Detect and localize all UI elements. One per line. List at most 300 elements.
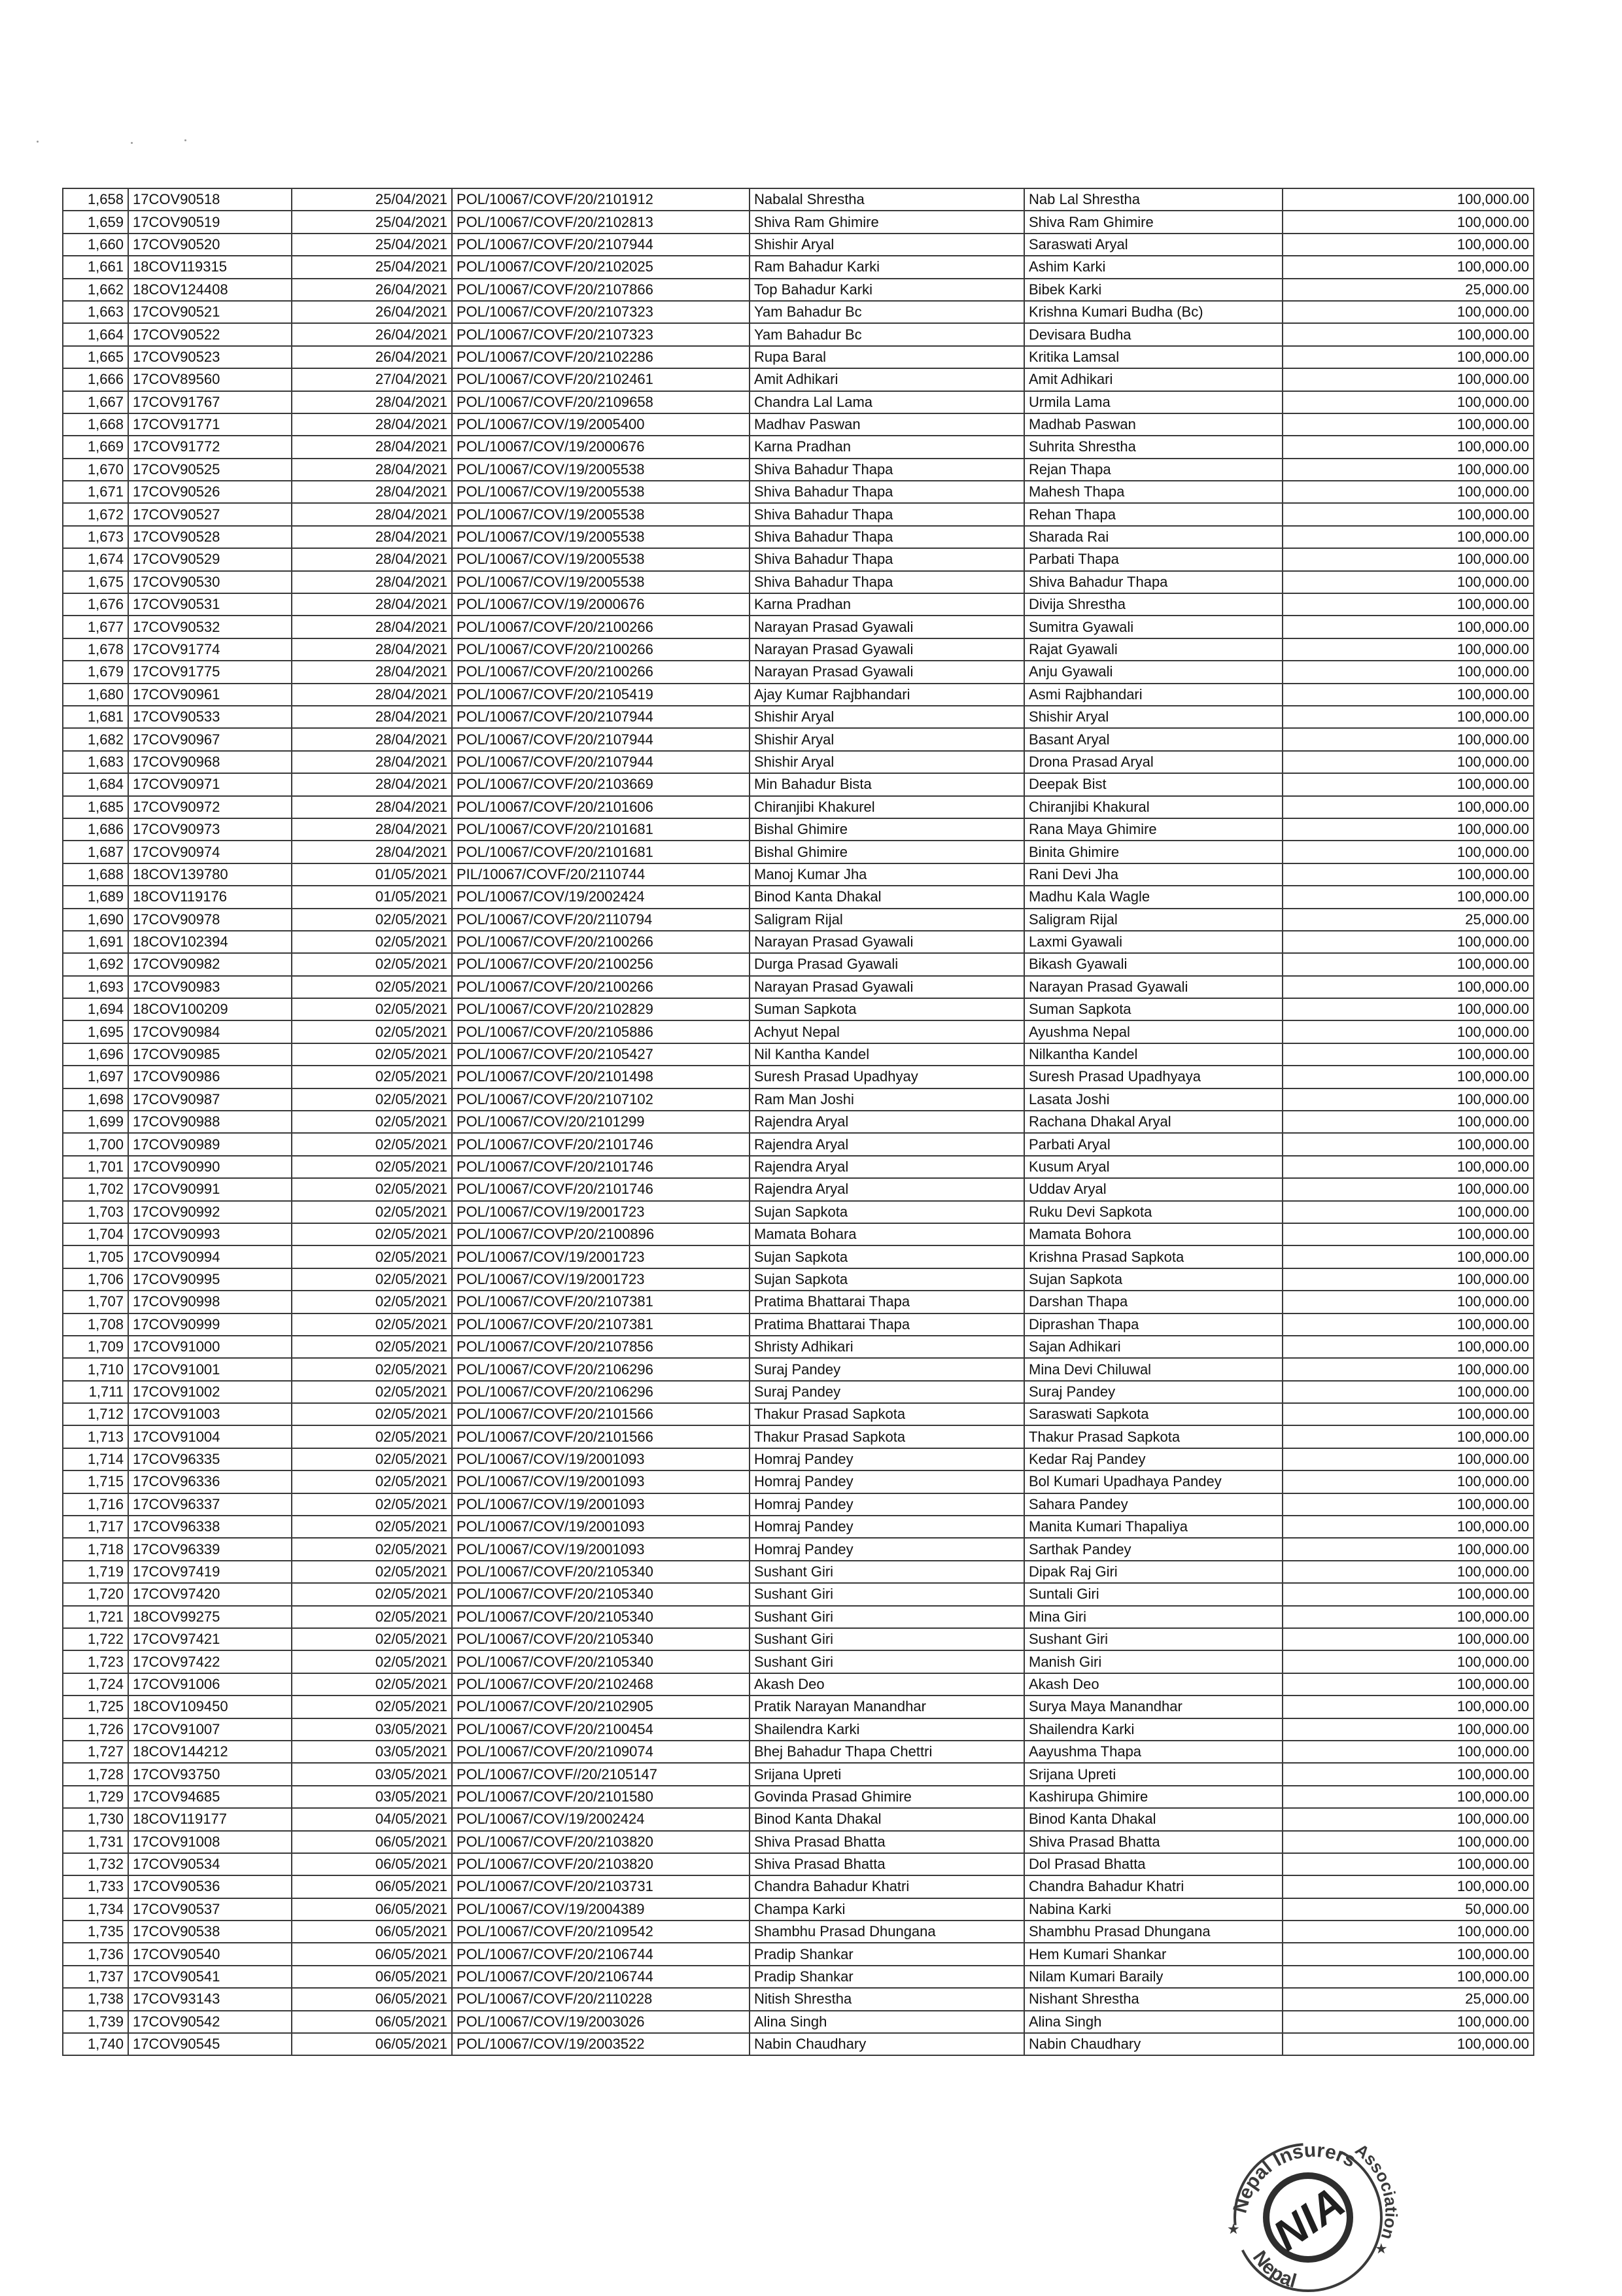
beneficiary-name-cell: Rajat Gyawali: [1024, 638, 1283, 661]
amount-cell: 100,000.00: [1283, 1561, 1534, 1583]
beneficiary-name-cell: Narayan Prasad Gyawali: [1024, 976, 1283, 998]
policy-no-cell: POL/10067/COVF/20/2100266: [452, 638, 750, 661]
claim-ref-cell: 17COV96338: [128, 1516, 292, 1538]
amount-cell: 100,000.00: [1283, 1403, 1534, 1425]
beneficiary-name-cell: Drona Prasad Aryal: [1024, 751, 1283, 773]
insured-name-cell: Yam Bahadur Bc: [750, 323, 1024, 345]
claim-ref-cell: 17COV90995: [128, 1268, 292, 1291]
policy-no-cell: POL/10067/COV/19/2005538: [452, 481, 750, 503]
date-cell: 02/05/2021: [292, 1020, 452, 1043]
table-row: [63, 436, 1534, 458]
table-row: [63, 841, 1534, 863]
insured-name-cell: Min Bahadur Bista: [750, 773, 1024, 795]
beneficiary-name-cell: Bibek Karki: [1024, 279, 1283, 301]
claim-ref-cell: 17COV90994: [128, 1245, 292, 1268]
date-cell: 25/04/2021: [292, 234, 452, 256]
table-row: [63, 2011, 1534, 2033]
insured-name-cell: Homraj Pandey: [750, 1516, 1024, 1538]
insured-name-cell: Shailendra Karki: [750, 1718, 1024, 1741]
date-cell: 02/05/2021: [292, 1493, 452, 1516]
claim-ref-cell: 17COV93750: [128, 1763, 292, 1785]
amount-cell: 100,000.00: [1283, 1020, 1534, 1043]
beneficiary-name-cell: Rehan Thapa: [1024, 503, 1283, 525]
claim-ref-cell: 17COV90992: [128, 1201, 292, 1223]
date-cell: 02/05/2021: [292, 1088, 452, 1111]
beneficiary-name-cell: Kritika Lamsal: [1024, 346, 1283, 368]
serial-no-cell: 1,731: [63, 1831, 128, 1853]
insured-name-cell: Nabalal Shrestha: [750, 188, 1024, 211]
amount-cell: 100,000.00: [1283, 1291, 1534, 1313]
insured-name-cell: Ajay Kumar Rajbhandari: [750, 684, 1024, 706]
table-row: [63, 323, 1534, 345]
table-row: [63, 818, 1534, 841]
serial-no-cell: 1,668: [63, 413, 128, 436]
amount-cell: 100,000.00: [1283, 616, 1534, 638]
beneficiary-name-cell: Parbati Thapa: [1024, 548, 1283, 570]
claim-ref-cell: 17COV90520: [128, 234, 292, 256]
policy-no-cell: POL/10067/COVF/20/2106296: [452, 1358, 750, 1380]
policy-no-cell: POL/10067/COVF/20/2107102: [452, 1088, 750, 1111]
amount-cell: 100,000.00: [1283, 1786, 1534, 1808]
amount-cell: 100,000.00: [1283, 368, 1534, 391]
insured-name-cell: Shiva Bahadur Thapa: [750, 548, 1024, 570]
policy-no-cell: POL/10067/COV/19/2005538: [452, 571, 750, 593]
date-cell: 02/05/2021: [292, 1448, 452, 1470]
serial-no-cell: 1,721: [63, 1606, 128, 1628]
insured-name-cell: Homraj Pandey: [750, 1470, 1024, 1493]
serial-no-cell: 1,663: [63, 301, 128, 323]
insured-name-cell: Bishal Ghimire: [750, 841, 1024, 863]
serial-no-cell: 1,709: [63, 1336, 128, 1358]
claim-ref-cell: 18COV144212: [128, 1741, 292, 1763]
serial-no-cell: 1,702: [63, 1178, 128, 1200]
policy-no-cell: POL/10067/COVF/20/2102286: [452, 346, 750, 368]
policy-no-cell: POL/10067/COVF/20/2101498: [452, 1066, 750, 1088]
date-cell: 06/05/2021: [292, 1898, 452, 1921]
table-row: [63, 188, 1534, 211]
insured-name-cell: Chandra Lal Lama: [750, 391, 1024, 413]
serial-no-cell: 1,674: [63, 548, 128, 570]
policy-no-cell: POL/10067/COVF/20/2100266: [452, 976, 750, 998]
table-row: [63, 1718, 1534, 1741]
amount-cell: 100,000.00: [1283, 1718, 1534, 1741]
amount-cell: 100,000.00: [1283, 1336, 1534, 1358]
claim-ref-cell: 17COV97420: [128, 1583, 292, 1605]
beneficiary-name-cell: Nabina Karki: [1024, 1898, 1283, 1921]
beneficiary-name-cell: Ruku Devi Sapkota: [1024, 1201, 1283, 1223]
beneficiary-name-cell: Devisara Budha: [1024, 323, 1283, 345]
date-cell: 03/05/2021: [292, 1718, 452, 1741]
amount-cell: 100,000.00: [1283, 1673, 1534, 1696]
policy-no-cell: POL/10067/COVF/20/2105427: [452, 1043, 750, 1066]
amount-cell: 100,000.00: [1283, 459, 1534, 481]
serial-no-cell: 1,724: [63, 1673, 128, 1696]
date-cell: 02/05/2021: [292, 1673, 452, 1696]
beneficiary-name-cell: Rachana Dhakal Aryal: [1024, 1111, 1283, 1133]
insured-name-cell: Nil Kantha Kandel: [750, 1043, 1024, 1066]
seal-center-text: NIA: [1264, 2177, 1353, 2260]
serial-no-cell: 1,683: [63, 751, 128, 773]
beneficiary-name-cell: Shiva Ram Ghimire: [1024, 211, 1283, 233]
table-row: [63, 1313, 1534, 1336]
amount-cell: 100,000.00: [1283, 548, 1534, 570]
table-row: [63, 1268, 1534, 1291]
insured-name-cell: Narayan Prasad Gyawali: [750, 976, 1024, 998]
beneficiary-name-cell: Urmila Lama: [1024, 391, 1283, 413]
claim-ref-cell: 17COV90991: [128, 1178, 292, 1200]
claim-ref-cell: 17COV90987: [128, 1088, 292, 1111]
table-row: [63, 1403, 1534, 1425]
insured-name-cell: Narayan Prasad Gyawali: [750, 661, 1024, 683]
beneficiary-name-cell: Sajan Adhikari: [1024, 1336, 1283, 1358]
beneficiary-name-cell: Chandra Bahadur Khatri: [1024, 1875, 1283, 1898]
claim-ref-cell: 17COV90522: [128, 323, 292, 345]
insured-name-cell: Sushant Giri: [750, 1606, 1024, 1628]
beneficiary-name-cell: Chiranjibi Khakural: [1024, 796, 1283, 818]
date-cell: 01/05/2021: [292, 886, 452, 908]
date-cell: 06/05/2021: [292, 1853, 452, 1875]
date-cell: 26/04/2021: [292, 301, 452, 323]
date-cell: 02/05/2021: [292, 1358, 452, 1380]
amount-cell: 100,000.00: [1283, 818, 1534, 841]
serial-no-cell: 1,718: [63, 1538, 128, 1560]
serial-no-cell: 1,660: [63, 234, 128, 256]
table-row: [63, 1425, 1534, 1448]
insured-name-cell: Sushant Giri: [750, 1561, 1024, 1583]
serial-no-cell: 1,735: [63, 1921, 128, 1943]
date-cell: 02/05/2021: [292, 1516, 452, 1538]
table-row: [63, 638, 1534, 661]
insured-name-cell: Shristy Adhikari: [750, 1336, 1024, 1358]
table-row: [63, 1673, 1534, 1696]
amount-cell: 100,000.00: [1283, 323, 1534, 345]
table-row: [63, 863, 1534, 886]
serial-no-cell: 1,670: [63, 459, 128, 481]
claim-ref-cell: 17COV91771: [128, 413, 292, 436]
amount-cell: 100,000.00: [1283, 1448, 1534, 1470]
policy-no-cell: POL/10067/COVF/20/2103731: [452, 1875, 750, 1898]
claim-ref-cell: 17COV97422: [128, 1650, 292, 1673]
table-row: [63, 1538, 1534, 1560]
amount-cell: 50,000.00: [1283, 1898, 1534, 1921]
amount-cell: 100,000.00: [1283, 1650, 1534, 1673]
claim-ref-cell: 17COV90531: [128, 593, 292, 616]
insured-name-cell: Govinda Prasad Ghimire: [750, 1786, 1024, 1808]
beneficiary-name-cell: Ayushma Nepal: [1024, 1020, 1283, 1043]
serial-no-cell: 1,697: [63, 1066, 128, 1088]
amount-cell: 100,000.00: [1283, 684, 1534, 706]
beneficiary-name-cell: Laxmi Gyawali: [1024, 931, 1283, 953]
date-cell: 28/04/2021: [292, 706, 452, 728]
beneficiary-name-cell: Krishna Prasad Sapkota: [1024, 1245, 1283, 1268]
serial-no-cell: 1,664: [63, 323, 128, 345]
date-cell: 02/05/2021: [292, 1223, 452, 1245]
date-cell: 28/04/2021: [292, 616, 452, 638]
claim-ref-cell: 17COV90988: [128, 1111, 292, 1133]
insured-name-cell: Shiva Bahadur Thapa: [750, 481, 1024, 503]
insured-name-cell: Rajendra Aryal: [750, 1133, 1024, 1155]
beneficiary-name-cell: Nilkantha Kandel: [1024, 1043, 1283, 1066]
claim-ref-cell: 18COV109450: [128, 1696, 292, 1718]
claim-ref-cell: 17COV91008: [128, 1831, 292, 1853]
beneficiary-name-cell: Sushant Giri: [1024, 1628, 1283, 1650]
date-cell: 02/05/2021: [292, 998, 452, 1020]
serial-no-cell: 1,737: [63, 1966, 128, 1988]
claim-ref-cell: 17COV90998: [128, 1291, 292, 1313]
table-row: [63, 1898, 1534, 1921]
claim-ref-cell: 17COV90985: [128, 1043, 292, 1066]
date-cell: 25/04/2021: [292, 256, 452, 278]
insured-name-cell: Rajendra Aryal: [750, 1178, 1024, 1200]
insured-name-cell: Shambhu Prasad Dhungana: [750, 1921, 1024, 1943]
table-row: [63, 593, 1534, 616]
insured-name-cell: Homraj Pandey: [750, 1493, 1024, 1516]
policy-no-cell: POL/10067/COV/19/2001093: [452, 1448, 750, 1470]
insured-name-cell: Narayan Prasad Gyawali: [750, 638, 1024, 661]
table-row: [63, 1358, 1534, 1380]
beneficiary-name-cell: Suresh Prasad Upadhyaya: [1024, 1066, 1283, 1088]
claim-ref-cell: 17COV90519: [128, 211, 292, 233]
insured-name-cell: Suraj Pandey: [750, 1381, 1024, 1403]
beneficiary-name-cell: Suntali Giri: [1024, 1583, 1283, 1605]
date-cell: 06/05/2021: [292, 1875, 452, 1898]
date-cell: 06/05/2021: [292, 1943, 452, 1965]
insured-name-cell: Yam Bahadur Bc: [750, 301, 1024, 323]
insured-name-cell: Shiva Prasad Bhatta: [750, 1831, 1024, 1853]
insured-name-cell: Pratima Bhattarai Thapa: [750, 1313, 1024, 1336]
insured-name-cell: Shishir Aryal: [750, 751, 1024, 773]
serial-no-cell: 1,734: [63, 1898, 128, 1921]
serial-no-cell: 1,720: [63, 1583, 128, 1605]
claim-ref-cell: 18COV102394: [128, 931, 292, 953]
serial-no-cell: 1,730: [63, 1808, 128, 1830]
claim-ref-cell: 17COV91007: [128, 1718, 292, 1741]
serial-no-cell: 1,666: [63, 368, 128, 391]
scan-specks: [33, 134, 203, 147]
amount-cell: 100,000.00: [1283, 1381, 1534, 1403]
amount-cell: 100,000.00: [1283, 1133, 1534, 1155]
claim-ref-cell: 17COV90989: [128, 1133, 292, 1155]
claim-ref-cell: 17COV90978: [128, 909, 292, 931]
table-row: [63, 1493, 1534, 1516]
amount-cell: 100,000.00: [1283, 2033, 1534, 2055]
claim-ref-cell: 17COV90982: [128, 953, 292, 975]
date-cell: 02/05/2021: [292, 1403, 452, 1425]
policy-no-cell: POL/10067/COVF/20/2105886: [452, 1020, 750, 1043]
policy-no-cell: POL/10067/COV/19/2005538: [452, 548, 750, 570]
table-row: [63, 1875, 1534, 1898]
insured-name-cell: Rupa Baral: [750, 346, 1024, 368]
amount-cell: 100,000.00: [1283, 1606, 1534, 1628]
claim-ref-cell: 17COV90526: [128, 481, 292, 503]
date-cell: 28/04/2021: [292, 796, 452, 818]
serial-no-cell: 1,699: [63, 1111, 128, 1133]
serial-no-cell: 1,673: [63, 526, 128, 548]
insured-name-cell: Sushant Giri: [750, 1650, 1024, 1673]
table-row: [63, 256, 1534, 278]
date-cell: 28/04/2021: [292, 481, 452, 503]
policy-no-cell: POL/10067/COVF/20/2105340: [452, 1583, 750, 1605]
serial-no-cell: 1,723: [63, 1650, 128, 1673]
policy-no-cell: POL/10067/COVF/20/2107323: [452, 323, 750, 345]
date-cell: 28/04/2021: [292, 728, 452, 750]
claim-ref-cell: 17COV90529: [128, 548, 292, 570]
amount-cell: 100,000.00: [1283, 1245, 1534, 1268]
amount-cell: 100,000.00: [1283, 1831, 1534, 1853]
insured-name-cell: Thakur Prasad Sapkota: [750, 1403, 1024, 1425]
claim-ref-cell: 18COV124408: [128, 279, 292, 301]
policy-no-cell: POL/10067/COVF/20/2101681: [452, 841, 750, 863]
insured-name-cell: Shishir Aryal: [750, 728, 1024, 750]
table-row: [63, 548, 1534, 570]
amount-cell: 100,000.00: [1283, 301, 1534, 323]
amount-cell: 100,000.00: [1283, 1111, 1534, 1133]
claim-ref-cell: 17COV90537: [128, 1898, 292, 1921]
policy-no-cell: POL/10067/COV/19/2000676: [452, 593, 750, 616]
policy-no-cell: POL/10067/COV/19/2005538: [452, 459, 750, 481]
date-cell: 02/05/2021: [292, 1245, 452, 1268]
claim-ref-cell: 17COV90536: [128, 1875, 292, 1898]
policy-no-cell: POL/10067/COVF/20/2102905: [452, 1696, 750, 1718]
serial-no-cell: 1,704: [63, 1223, 128, 1245]
table-row: [63, 391, 1534, 413]
beneficiary-name-cell: Deepak Bist: [1024, 773, 1283, 795]
date-cell: 02/05/2021: [292, 1561, 452, 1583]
beneficiary-name-cell: Shambhu Prasad Dhungana: [1024, 1921, 1283, 1943]
policy-no-cell: POL/10067/COVF/20/2101912: [452, 188, 750, 211]
amount-cell: 100,000.00: [1283, 2011, 1534, 2033]
insured-name-cell: Shishir Aryal: [750, 234, 1024, 256]
policy-no-cell: POL/10067/COVF/20/2107866: [452, 279, 750, 301]
insured-name-cell: Pradip Shankar: [750, 1966, 1024, 1988]
beneficiary-name-cell: Akash Deo: [1024, 1673, 1283, 1696]
claim-ref-cell: 17COV91006: [128, 1673, 292, 1696]
beneficiary-name-cell: Hem Kumari Shankar: [1024, 1943, 1283, 1965]
serial-no-cell: 1,676: [63, 593, 128, 616]
table-row: [63, 481, 1534, 503]
insured-name-cell: Alina Singh: [750, 2011, 1024, 2033]
beneficiary-name-cell: Suhrita Shrestha: [1024, 436, 1283, 458]
beneficiary-name-cell: Sahara Pandey: [1024, 1493, 1283, 1516]
serial-no-cell: 1,728: [63, 1763, 128, 1785]
claim-ref-cell: 17COV90523: [128, 346, 292, 368]
serial-no-cell: 1,685: [63, 796, 128, 818]
claim-ref-cell: 17COV91774: [128, 638, 292, 661]
serial-no-cell: 1,732: [63, 1853, 128, 1875]
beneficiary-name-cell: Saraswati Sapkota: [1024, 1403, 1283, 1425]
beneficiary-name-cell: Nilam Kumari Baraily: [1024, 1966, 1283, 1988]
insured-name-cell: Narayan Prasad Gyawali: [750, 616, 1024, 638]
claim-ref-cell: 17COV90542: [128, 2011, 292, 2033]
insured-name-cell: Srijana Upreti: [750, 1763, 1024, 1785]
beneficiary-name-cell: Asmi Rajbhandari: [1024, 684, 1283, 706]
serial-no-cell: 1,701: [63, 1156, 128, 1178]
date-cell: 02/05/2021: [292, 1583, 452, 1605]
nia-seal-stamp: [1190, 2100, 1426, 2296]
insured-name-cell: Amit Adhikari: [750, 368, 1024, 391]
amount-cell: 100,000.00: [1283, 1066, 1534, 1088]
policy-no-cell: POL/10067/COV/19/2000676: [452, 436, 750, 458]
claim-ref-cell: 17COV91775: [128, 661, 292, 683]
serial-no-cell: 1,713: [63, 1425, 128, 1448]
beneficiary-name-cell: Dol Prasad Bhatta: [1024, 1853, 1283, 1875]
amount-cell: 100,000.00: [1283, 1966, 1534, 1988]
claim-ref-cell: 17COV93143: [128, 1988, 292, 2010]
insured-name-cell: Sujan Sapkota: [750, 1245, 1024, 1268]
table-row: [63, 1808, 1534, 1830]
date-cell: 03/05/2021: [292, 1786, 452, 1808]
date-cell: 04/05/2021: [292, 1808, 452, 1830]
insured-name-cell: Shiva Bahadur Thapa: [750, 459, 1024, 481]
date-cell: 28/04/2021: [292, 571, 452, 593]
amount-cell: 100,000.00: [1283, 1358, 1534, 1380]
table-row: [63, 459, 1534, 481]
table-row: [63, 1561, 1534, 1583]
amount-cell: 100,000.00: [1283, 751, 1534, 773]
beneficiary-name-cell: Mamata Bohora: [1024, 1223, 1283, 1245]
policy-no-cell: POL/10067/COV/19/2001093: [452, 1538, 750, 1560]
date-cell: 28/04/2021: [292, 436, 452, 458]
table-row: [63, 976, 1534, 998]
beneficiary-name-cell: Binita Ghimire: [1024, 841, 1283, 863]
table-row: [63, 1470, 1534, 1493]
policy-no-cell: POL/10067/COV/19/2005400: [452, 413, 750, 436]
serial-no-cell: 1,727: [63, 1741, 128, 1763]
table-row: [63, 953, 1534, 975]
claim-ref-cell: 17COV90525: [128, 459, 292, 481]
insured-name-cell: Chiranjibi Khakurel: [750, 796, 1024, 818]
date-cell: 06/05/2021: [292, 1966, 452, 1988]
serial-no-cell: 1,695: [63, 1020, 128, 1043]
claim-ref-cell: 17COV91004: [128, 1425, 292, 1448]
date-cell: 02/05/2021: [292, 976, 452, 998]
date-cell: 26/04/2021: [292, 323, 452, 345]
insured-name-cell: Binod Kanta Dhakal: [750, 886, 1024, 908]
claim-ref-cell: 17COV90961: [128, 684, 292, 706]
serial-no-cell: 1,661: [63, 256, 128, 278]
table-row: [63, 1245, 1534, 1268]
serial-no-cell: 1,714: [63, 1448, 128, 1470]
policy-no-cell: POL/10067/COVF/20/2105340: [452, 1606, 750, 1628]
claim-ref-cell: 17COV96337: [128, 1493, 292, 1516]
beneficiary-name-cell: Ashim Karki: [1024, 256, 1283, 278]
insured-name-cell: Shiva Bahadur Thapa: [750, 571, 1024, 593]
amount-cell: 100,000.00: [1283, 1470, 1534, 1493]
beneficiary-name-cell: Nabin Chaudhary: [1024, 2033, 1283, 2055]
amount-cell: 100,000.00: [1283, 886, 1534, 908]
policy-no-cell: POL/10067/COVF/20/2101746: [452, 1156, 750, 1178]
date-cell: 02/05/2021: [292, 931, 452, 953]
policy-no-cell: POL/10067/COVF/20/2100256: [452, 953, 750, 975]
amount-cell: 100,000.00: [1283, 1921, 1534, 1943]
date-cell: 25/04/2021: [292, 188, 452, 211]
beneficiary-name-cell: Alina Singh: [1024, 2011, 1283, 2033]
policy-no-cell: POL/10067/COVF/20/2101566: [452, 1403, 750, 1425]
table-row: [63, 1156, 1534, 1178]
table-row: [63, 1696, 1534, 1718]
date-cell: 02/05/2021: [292, 1650, 452, 1673]
table-row: [63, 571, 1534, 593]
beneficiary-name-cell: Mina Devi Chiluwal: [1024, 1358, 1283, 1380]
insured-name-cell: Suman Sapkota: [750, 998, 1024, 1020]
serial-no-cell: 1,711: [63, 1381, 128, 1403]
insured-name-cell: Ram Man Joshi: [750, 1088, 1024, 1111]
policy-no-cell: POL/10067/COVF/20/2101681: [452, 818, 750, 841]
table-row: [63, 1381, 1534, 1403]
policy-no-cell: POL/10067/COVF/20/2101580: [452, 1786, 750, 1808]
beneficiary-name-cell: Sumitra Gyawali: [1024, 616, 1283, 638]
claims-table-body: [63, 188, 1534, 2055]
